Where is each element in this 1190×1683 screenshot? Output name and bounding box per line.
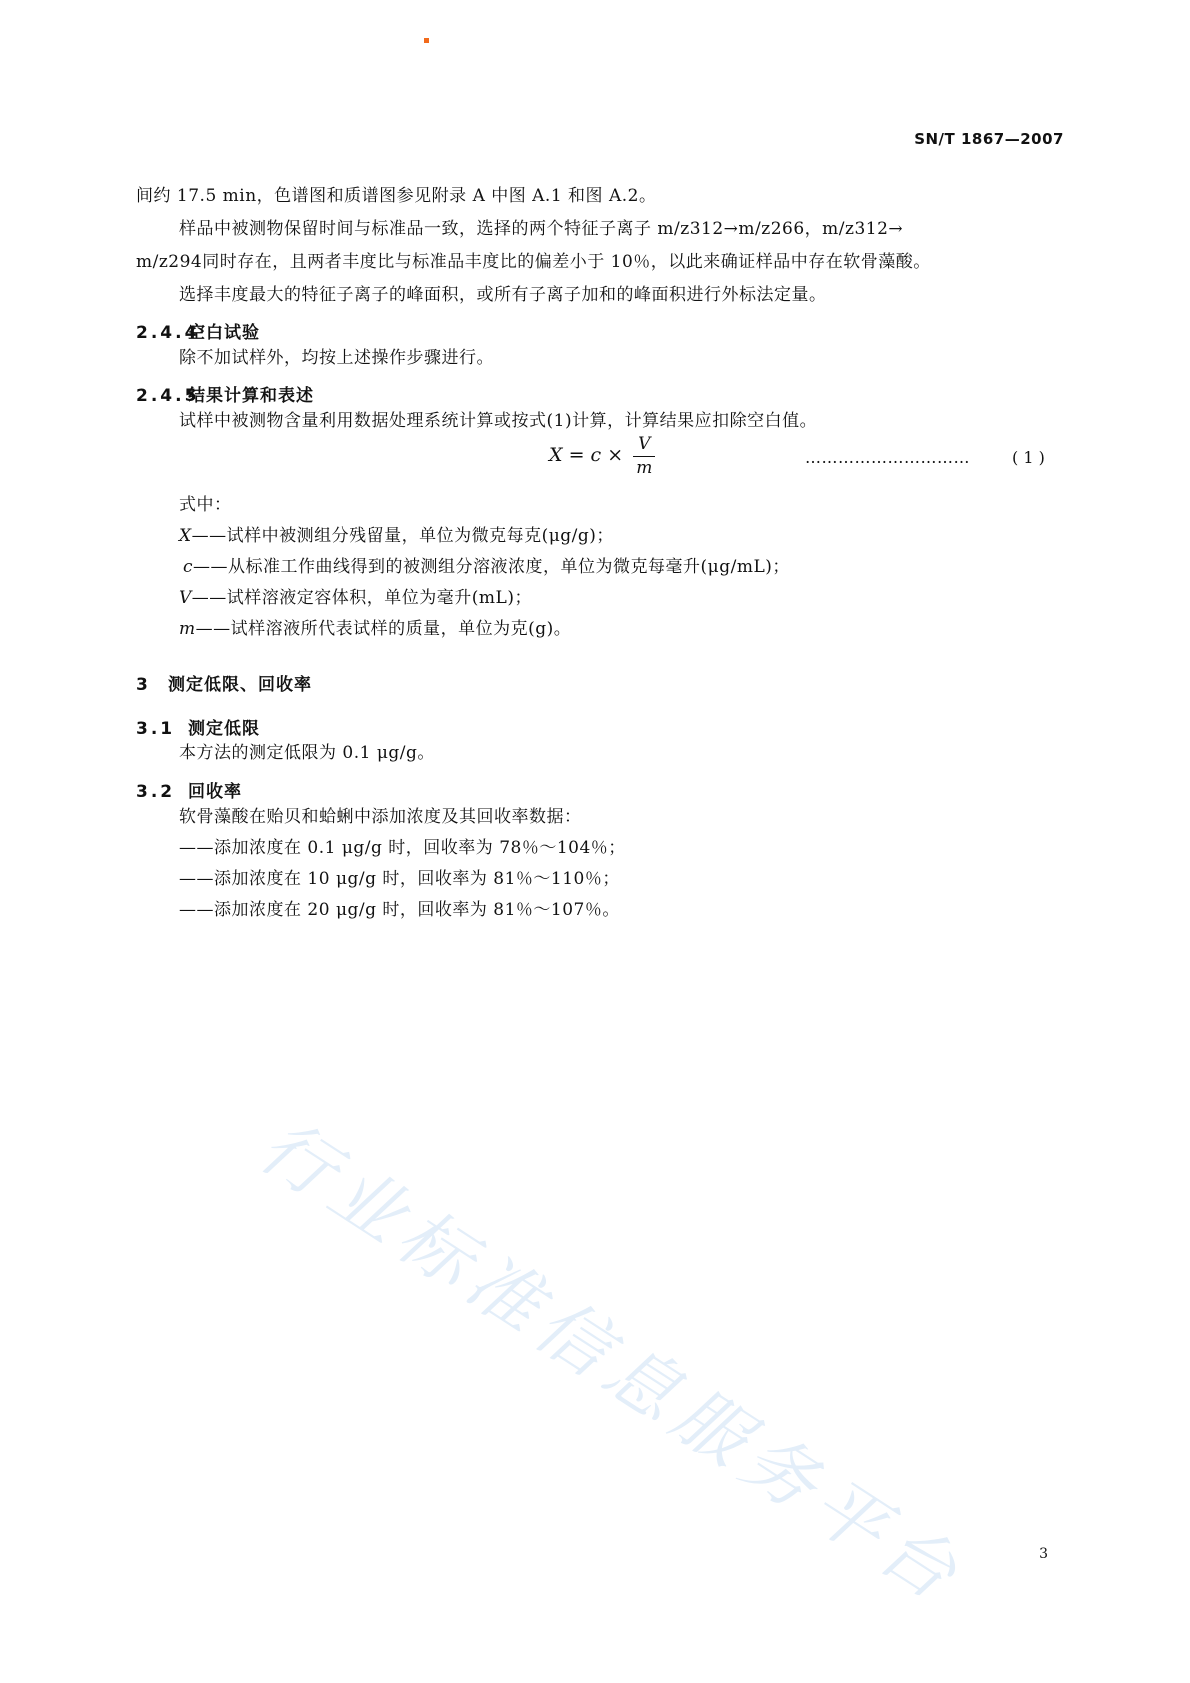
section-2-4-4-body: 除不加试样外，均按上述操作步骤进行。 [179, 348, 494, 368]
equation-leader-dots: ………………………… [805, 448, 970, 467]
section-title: 回收率 [188, 782, 242, 802]
watermark-text: 行业标准信息服务平台 [245, 1103, 980, 1621]
definition-text: ——试样溶液定容体积，单位为毫升(mL)； [191, 588, 532, 608]
definition-text: ——试样中被测组分残留量，单位为微克每克(μg/g)； [191, 526, 614, 546]
section-number: 2.4.4 [136, 323, 200, 343]
section-title: 测定低限 [188, 719, 260, 739]
paragraph-retention-time: 间约 17.5 min，色谱图和质谱图参见附录 A 中图 A.1 和图 A.2。 [136, 186, 657, 206]
page-number: 3 [1039, 1546, 1048, 1562]
formula-fraction [633, 435, 655, 477]
definition-item [179, 590, 532, 607]
section-3-2-heading [136, 777, 242, 802]
paragraph-confirmation-line1: 样品中被测物保留时间与标准品一致，选择的两个特征子离子 m/z312→m/z266，m/z312→ [179, 219, 904, 239]
formula-lhs: X = c × [549, 444, 624, 467]
definition-symbol: V [179, 588, 192, 608]
section-number: 2.4.5 [136, 386, 200, 406]
section-number: 3.1 [136, 719, 176, 739]
section-title: 测定低限、回收率 [168, 675, 312, 695]
definition-symbol: c [183, 557, 194, 577]
section-3-1-heading [136, 714, 260, 739]
definitions-intro: 式中： [179, 495, 232, 515]
paragraph-confirmation-line2: m/z294同时存在，且两者丰度比与标准品丰度比的偏差小于 10％，以此来确证样品中存在软骨藻酸。 [136, 252, 931, 272]
section-3-1-body: 本方法的测定低限为 0.1 μg/g。 [179, 743, 435, 763]
fraction-numerator: V [633, 435, 655, 457]
standard-code: SN/T 1867—2007 [914, 130, 1064, 148]
paragraph-quantification: 选择丰度最大的特征子离子的峰面积，或所有子离子加和的峰面积进行外标法定量。 [179, 285, 827, 305]
section-title: 结果计算和表述 [188, 386, 314, 406]
list-item: ——添加浓度在 20 μg/g 时，回收率为 81％～107％。 [179, 900, 620, 920]
definition-item [179, 528, 614, 545]
list-item: ——添加浓度在 10 μg/g 时，回收率为 81％～110％； [179, 869, 620, 889]
definition-item [179, 621, 571, 638]
section-3-2-body: 软骨藻酸在贻贝和蛤蜊中添加浓度及其回收率数据： [179, 807, 582, 827]
section-title: 空白试验 [188, 323, 260, 343]
section-2-4-4-heading [136, 318, 260, 343]
definition-symbol: X [179, 526, 192, 546]
formula-1 [549, 435, 655, 477]
orange-marker [424, 38, 429, 43]
list-item: ——添加浓度在 0.1 μg/g 时，回收率为 78％～104％； [179, 838, 626, 858]
fraction-denominator: m [636, 457, 653, 478]
definition-symbol: m [179, 619, 196, 639]
section-number: 3 [136, 675, 151, 695]
equation-number: ( 1 ) [1012, 448, 1045, 467]
definition-text: ——试样溶液所代表试样的质量，单位为克(g)。 [195, 619, 572, 639]
definition-text: ——从标准工作曲线得到的被测组分溶液浓度，单位为微克每毫升(μg/mL)； [193, 557, 790, 577]
definition-item [183, 559, 790, 576]
section-2-4-5-body: 试样中被测物含量利用数据处理系统计算或按式(1)计算，计算结果应扣除空白值。 [179, 411, 818, 431]
section-3-heading [136, 670, 312, 695]
section-number: 3.2 [136, 782, 176, 802]
section-2-4-5-heading [136, 381, 314, 406]
